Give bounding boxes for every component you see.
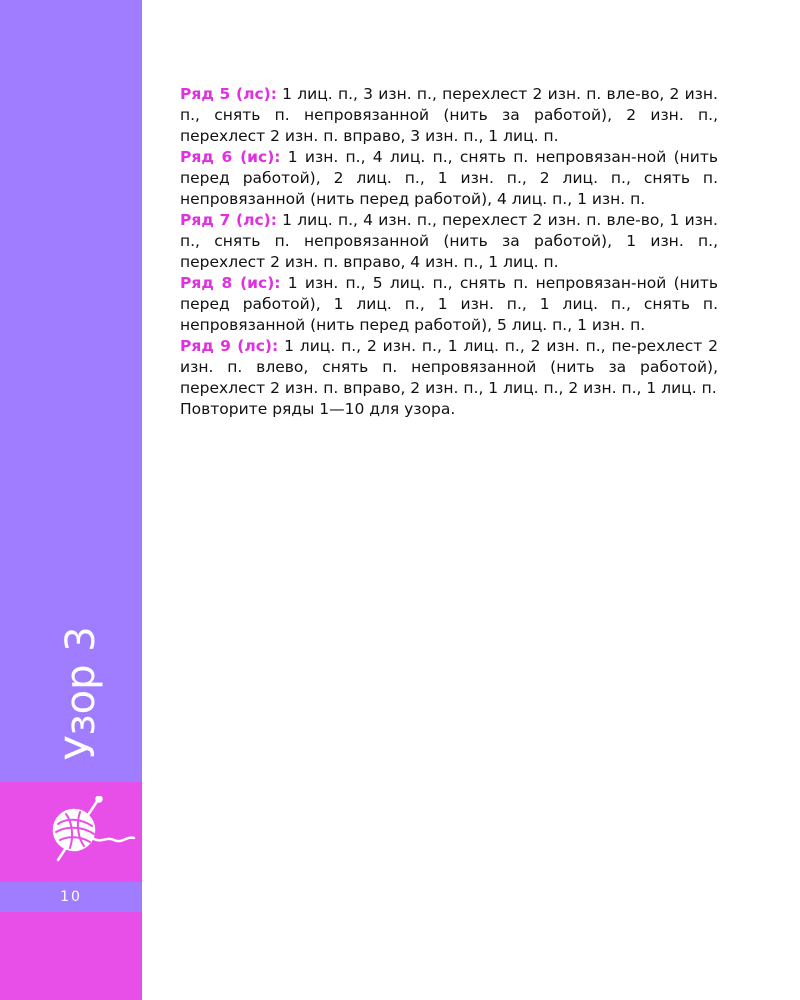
row-instruction [180,84,718,147]
row-instruction [180,336,718,399]
row-instruction [180,147,718,210]
row-text: 1 лиц. п., 3 изн. п., перехлест 2 изн. п. вле-во, 2 изн. п., снять п. непровязанной (нить за работой), 2 изн. п., перехлест 2 изн. п. вправо, 3 изн. п., 1 лиц. п. [180,85,718,145]
page-number: 10 [60,889,82,905]
bottom-band [0,912,142,1000]
page-number-strip [0,882,142,912]
sidebar-title-text: Узор 3 [58,626,104,760]
row-label: Ряд 6 (ис): [180,148,281,166]
row-text: 1 изн. п., 5 лиц. п., снять п. непровязан-ной (нить перед работой), 1 лиц. п., 1 изн. п., 1 лиц. п., снять п. непровязанной (нить перед работой), 5 лиц. п., 1 изн. п. [180,274,718,334]
row-text: 1 лиц. п., 2 изн. п., 1 лиц. п., 2 изн. п., пе-рехлест 2 изн. п. влево, снять п. непровязанной (нить за работой), перехлест 2 изн. п. вправо, 2 изн. п., 1 лиц. п., 2 изн. п., 1 лиц. п. [180,337,718,397]
row-label: Ряд 8 (ис): [180,274,281,292]
row-label: Ряд 5 (лс): [180,85,277,103]
yarn-ball-icon [36,796,136,866]
row-text: 1 лиц. п., 4 изн. п., перехлест 2 изн. п. вле-во, 1 изн. п., снять п. непровязанной (нить за работой), 1 изн. п., перехлест 2 изн. п. вправо, 4 изн. п., 1 лиц. п. [180,211,718,271]
row-instruction [180,210,718,273]
row-text: 1 изн. п., 4 лиц. п., снять п. непровязан-ной (нить перед работой), 2 лиц. п., 1 изн. п., 2 лиц. п., снять п. непровязанной (нить перед работой), 4 лиц. п., 1 изн. п. [180,148,718,208]
repeat-note: Повторите ряды 1—10 для узора. [180,400,456,418]
logo-band [0,782,142,882]
row-label: Ряд 7 (лс): [180,211,277,229]
pattern-instructions [180,84,718,420]
row-instruction [180,273,718,336]
row-label: Ряд 9 (лс): [180,337,279,355]
